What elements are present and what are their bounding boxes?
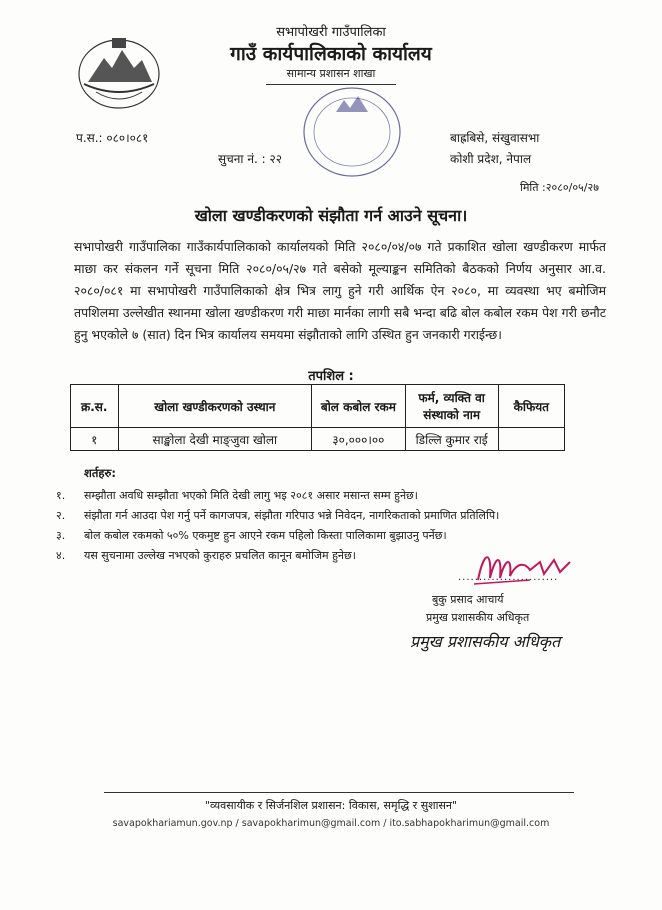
- org-name: सभापोखरी गाउँपालिका: [276, 25, 386, 40]
- condition-number: ३.: [56, 529, 66, 542]
- reference-number: प.स.: ०८०।०८१: [76, 131, 149, 145]
- schedule-table: [70, 384, 565, 451]
- notice-number: सुचना नं. : २२: [218, 152, 282, 166]
- condition-text: बोल कबोल रकमको ५०% एकमुष्ट हुन आएने रकम पहिलो किस्ता पालिकामा बुझाउनु पर्नेछ।: [84, 529, 447, 542]
- cell-remarks: [498, 428, 564, 451]
- table-header-row: [71, 385, 565, 428]
- condition-text: संझौता गर्न आउदा पेश गर्नु पर्ने कागजपत्र, संझौता गरिपाउ भन्ने निवेदन, नागरिकताको प्रमाणित प्रतिलिपि।: [84, 509, 500, 522]
- condition-text: सम्झौता अवधि सम्झौता भएको मिति देखी लागु भइ २०८१ असार मसान्त सम्म हुनेछ।: [84, 489, 418, 502]
- header-firm-name: फर्म, व्यक्ति वा संस्थाको नाम: [405, 385, 498, 428]
- signer-name: बुकु प्रसाद आचार्य: [432, 593, 504, 606]
- notice-title: खोला खण्डीकरणको संझौता गर्न आउने सूचना।: [194, 206, 468, 225]
- footer-motto: "व्यवसायीक र सिर्जनशिल प्रशासन: विकास, समृद्धि र सुशासन": [204, 799, 458, 812]
- cell-firm-name: डिल्लि कुमार राई: [405, 428, 498, 451]
- office-stamp: [300, 82, 405, 182]
- designation-stamp: प्रमुख प्रशासकीय अधिकृत: [410, 632, 561, 651]
- header-remarks: कैफियत: [498, 385, 564, 428]
- cell-location: साङ्खोला देखी माङ्जुवा खोला: [118, 428, 312, 451]
- footer-contacts: savapokhariamun.gov.np / savapokharimun@gmail.com / ito.sabhapokharimun@gmail.com: [112, 818, 550, 829]
- section-name: सामान्य प्रशासन शाखा: [286, 67, 376, 80]
- condition-text: यस सुचनामा उल्लेख नभएको कुराहरु प्रचलित कानून बमोजिम हुनेछ।: [84, 549, 356, 562]
- condition-number: २.: [56, 509, 66, 522]
- condition-item: [56, 506, 616, 526]
- footer-divider: [104, 792, 574, 793]
- cell-sn: १: [71, 428, 119, 451]
- notice-date: मिति :२०८०/०५/२७: [520, 181, 599, 194]
- office-name: गाउँ कार्यपालिकाको कार्यालय: [230, 43, 432, 65]
- conditions-heading: शर्तहरु:: [84, 466, 116, 480]
- cell-bid-amount: ३०,०००।००: [312, 428, 405, 451]
- schedule-heading: तपशिल :: [308, 369, 354, 384]
- signer-designation: प्रमुख प्रशासकीय अधिकृत: [426, 611, 530, 624]
- handwritten-signature: [470, 540, 580, 596]
- condition-number: १.: [56, 489, 66, 502]
- signature-dots: ........................: [458, 572, 559, 583]
- condition-item: [56, 486, 616, 506]
- header-sn: क्र.स.: [71, 385, 119, 428]
- table-row: [71, 428, 565, 451]
- address-line-1: बाह्रबिसे, संखुवासभा: [450, 131, 540, 145]
- notice-body: सभापोखरी गाउँपालिका गाउँकार्यपालिकाको कार्यालयको मिति २०८०/०४/०७ गते प्रकाशित खोला खण्डीकरण मार्फत माछा कर संकलन गर्ने सूचना मिति २०८०/०५/२७ गते बसेको मूल्याङ्कन समितिको बैठकको निर्णय अनुसार आ.व. २०८०/०८१ मा सभापोखरी गाउँपालिकाको क्षेत्र भित्र लागु हुने गरी आर्थिक ऐन २०८०, मा व्यवस्था भए बमोजिम तपशिलमा उल्लेखीत स्थानमा खोला खण्डीकरण गरी माछा मार्नका लागी सबै भन्दा बढि बोल कबोल रकम पेश गरी छनौट हुनु भएकोले ७ (सात) दिन भित्र कार्यालय समयमा संझौताको लागि उस्थित हुन जनकारी गराईन्छ।: [74, 239, 606, 342]
- header-bid-amount: बोल कबोल रकम: [312, 385, 405, 428]
- address-line-2: कोशी प्रदेश, नेपाल: [450, 152, 532, 166]
- header-location: खोला खण्डीकरणको उस्थान: [118, 385, 312, 428]
- condition-number: ४.: [56, 549, 66, 562]
